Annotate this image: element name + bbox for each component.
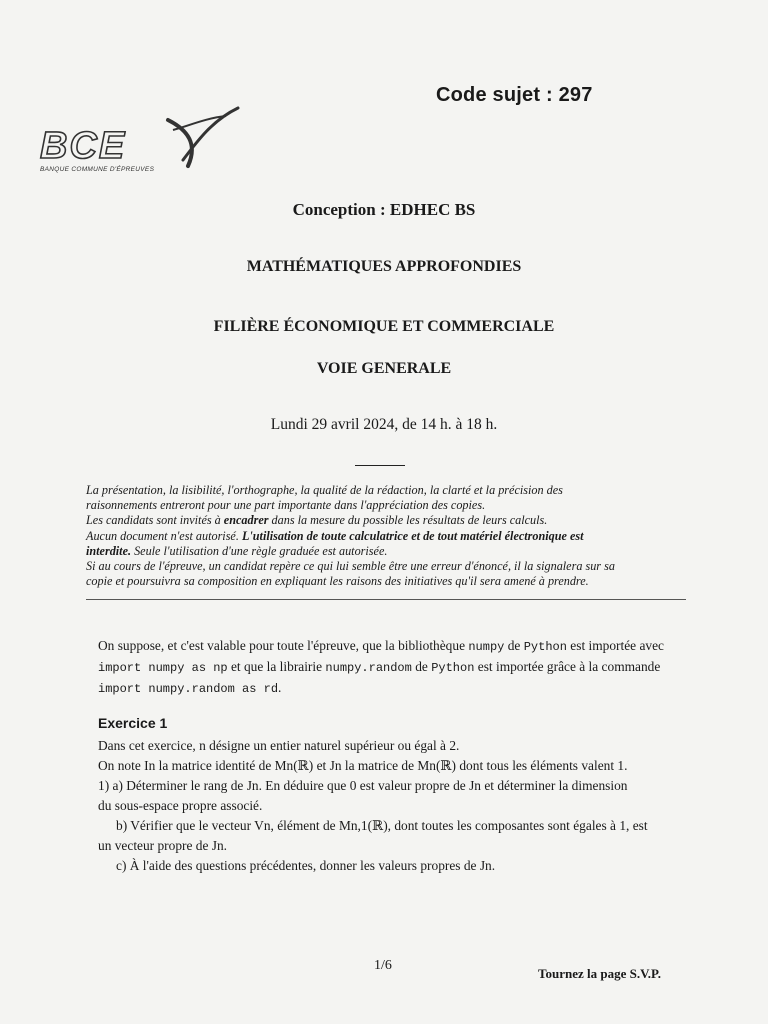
filiere-title: FILIÈRE ÉCONOMIQUE ET COMMERCIALE <box>213 318 555 335</box>
exam-date: Lundi 29 avril 2024, de 14 h. à 18 h. <box>270 416 498 433</box>
code-sujet: Code sujet : 297 <box>436 84 593 106</box>
exercise-body <box>98 736 670 876</box>
instruction-line: Aucun document n'est autorisé. L'utilisation de toute calculatrice et de tout matériel électronique est <box>86 528 584 543</box>
page-number: 1/6 <box>374 958 392 973</box>
voie-title: VOIE GENERALE <box>316 360 452 377</box>
instruction-line: raisonnements entreront pour une part importante dans l'appréciation des copies. <box>86 498 486 513</box>
instructions-block <box>86 483 682 589</box>
conception-title: Conception : EDHEC BS <box>292 200 476 219</box>
exercise-line: On note In la matrice identité de Mn(ℝ) et Jn la matrice de Mn(ℝ) dont tous les éléments valent 1. <box>98 758 628 773</box>
python-preamble: On suppose, et c'est valable pour toute l'épreuve, que la bibliothèque numpy de Python est importée avec import numpy as np et que la librairie numpy.random de Python est importée grâce à la commande import numpy.random as rd. <box>98 638 664 696</box>
logo-text: BCE <box>40 125 127 167</box>
instruction-line: interdite. Seule l'utilisation d'une règle graduée est autorisée. <box>86 543 388 558</box>
turn-page-note: Tournez la page S.V.P. <box>538 966 662 981</box>
section-divider <box>86 599 686 600</box>
exercise-line: b) Vérifier que le vecteur Vn, élément de Mn,1(ℝ), dont toutes les composantes sont égales à 1, est <box>116 818 648 833</box>
short-divider <box>355 465 405 466</box>
exercise-line: c) À l'aide des questions précédentes, donner les valeurs propres de Jn. <box>116 858 496 873</box>
instruction-line: Si au cours de l'épreuve, un candidat repère ce qui lui semble être une erreur d'énoncé, il la signalera sur sa <box>86 559 615 574</box>
exercise-line: un vecteur propre de Jn. <box>98 838 228 853</box>
subject-title: MATHÉMATIQUES APPROFONDIES <box>246 258 522 275</box>
exercise-line: Dans cet exercice, n désigne un entier naturel supérieur ou égal à 2. <box>98 738 460 753</box>
exercise-line: du sous-espace propre associé. <box>98 798 263 813</box>
logo-subtitle: BANQUE COMMUNE D'ÉPREUVES <box>40 166 155 173</box>
instruction-line: Les candidats sont invités à encadrer dans la mesure du possible les résultats de leurs calculs. <box>86 513 548 528</box>
exercise-line: 1) a) Déterminer le rang de Jn. En déduire que 0 est valeur propre de Jn et déterminer la dimension <box>98 778 628 793</box>
instruction-line: copie et poursuivra sa composition en expliquant les raisons des initiatives qu'il sera amené à prendre. <box>86 574 589 589</box>
instruction-line: La présentation, la lisibilité, l'orthographe, la qualité de la rédaction, la clarté et la précision des <box>86 483 563 497</box>
exercise-title: Exercice 1 <box>98 715 168 731</box>
